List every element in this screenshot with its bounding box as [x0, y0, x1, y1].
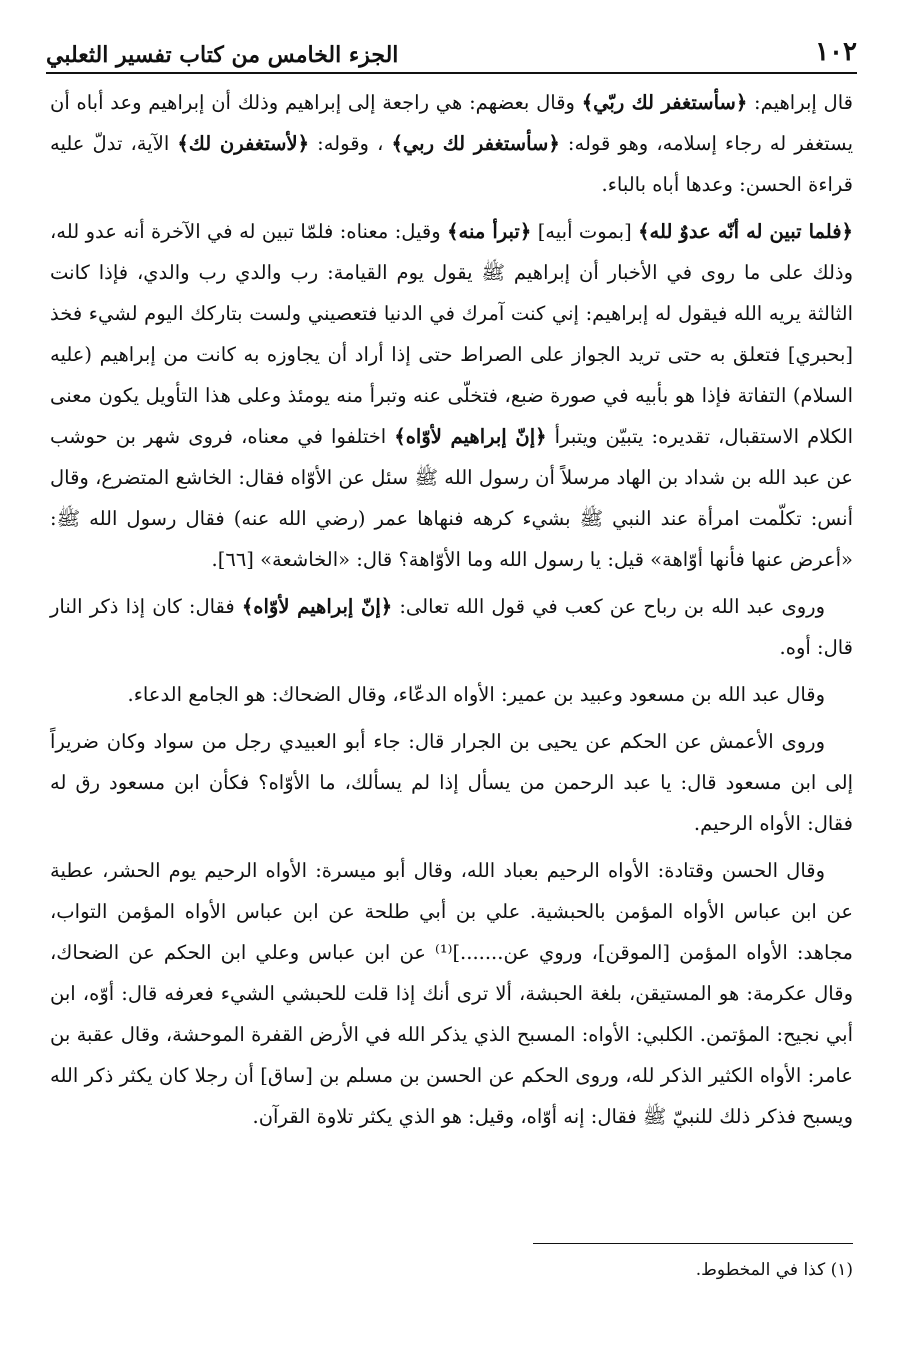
paragraph: [50, 211, 853, 580]
footnote-divider: [533, 1243, 853, 1244]
paragraph: [50, 674, 853, 715]
running-title: الجزء الخامس من كتاب تفسير الثعلبي: [46, 41, 399, 68]
page-header: [46, 18, 857, 68]
page-number: ١٠٢: [815, 36, 857, 67]
text-segment: وروى عبد الله بن رباح عن كعب في قول الله تعالى:: [392, 595, 825, 618]
paragraph: [50, 586, 853, 668]
footnote: (١) كذا في المخطوط.: [695, 1260, 853, 1280]
text-segment: فقال: كان إذا ذكر النار قال: أوه.: [50, 595, 853, 659]
main-text: [50, 82, 853, 1143]
text-segment: [بموت أبيه]: [531, 220, 639, 243]
text-segment: وقال بعضهم: هي راجعة إلى إبراهيم وذلك أن إبراهيم وعد أباه أن يستغفر له رجاء إسلامه، وهو قوله:: [50, 91, 854, 155]
text-segment: اختلفوا في معناه، فروى شهر بن حوشب عن عبد الله بن شداد بن الهاد مرسلاً أن رسول الله ﷺ سئل عن الأوّاه فقال: الخاشع المتضرع، وقال أنس: تكلّمت امرأة عند النبي ﷺ بشيء كرهه فنهاها عمر (رضي الله عنه) فقال رسول الله ﷺ: «أعرض عنها فأنها أوّاهة» قيل: يا رسول الله وما الأوّاهة؟ قال: «الخاشعة» [٦٦].: [50, 425, 853, 571]
quran-quote: ﴿سأستغفر لك ربي﴾: [391, 132, 560, 155]
quran-quote: ﴿تبرأ منه﴾: [447, 220, 532, 243]
header-divider: [46, 72, 857, 74]
text-segment: وقال الحسن وقتادة: الأواه الرحيم بعباد الله، وقال أبو ميسرة: الأواه الرحيم يوم الحشر، عطية عن ابن عباس الأواه المؤمن بالحبشية. علي بن أبي طلحة عن ابن عباس الأواه المؤمن التواب، مجاهد: الأواه المؤمن [الموقن]، وروي عن.......]⁽¹⁾ عن ابن عباس وعلي ابن الحكم عن الضحاك، وقال عكرمة: هو المستيقن، بلغة الحبشة، ألا ترى أنك إذا قلت للحبشي الشيء فعرفه قال: أوّه، ابن أبي نجيح: المؤتمن. الكلبي: الأواه: المسبح الذي يذكر الله في الأرض القفرة الموحشة، وقال عقبة بن عامر: الأواه الكثير الذكر لله، وروى الحكم عن الحسن بن مسلم بن [ساق] أن رجلا كان يكثر ذكر الله ويسبح فذكر ذلك للنبيّ ﷺ فقال: إنه أوّاه، وقيل: هو الذي يكثر تلاوة القرآن.: [50, 859, 853, 1128]
text-segment: الآية، تدلّ عليه قراءة الحسن: وعدها أباه بالباء.: [50, 132, 853, 196]
quran-quote: ﴿إنّ إبراهيم لأوّاه﴾: [394, 425, 547, 448]
quran-quote: ﴿إنّ إبراهيم لأوّاه﴾: [241, 595, 393, 618]
quran-quote: ﴿سأستغفر لك ربّي﴾: [581, 91, 748, 114]
text-segment: وقيل: معناه: فلمّا تبين له في الآخرة أنه عدو لله، وذلك على ما روى في الأخبار أن إبراهيم ﷺ يقول يوم القيامة: رب والدي رب والدي، فإذا كانت الثالثة يريه الله فيقول له إبراهيم: إني كنت آمرك في الدنيا فتعصيني ولست بتاركك اليوم لشيء فخذ [بحبري] فتعلق به حتى تريد الجواز على الصراط حتى إذا أراد أن يجاوزه به كانت من إبراهيم (عليه السلام) التفاتة فإذا هو بأبيه في صورة ضبع، فتخلّى عنه وتبرأ منه يومئذ وعلى هذا التأويل يكون معنى الكلام الاستقبال، تقديره: يتبيّن ويتبرأ: [50, 220, 853, 448]
paragraph: [50, 721, 853, 844]
text-segment: وقال عبد الله بن مسعود وعبيد بن عمير: الأواه الدعّاء، وقال الضحاك: هو الجامع الدعاء.: [127, 683, 825, 706]
quran-quote: ﴿فلما تبين له أنّه عدوٌ لله﴾: [638, 220, 853, 243]
text-segment: وروى الأعمش عن الحكم عن يحيى بن الجرار قال: جاء أبو العبيدي رجل من سواد وكان ضريراً إلى ابن مسعود قال: يا عبد الرحمن من يسأل إذا لم يسألك، ما الأوّاه؟ فكأن ابن مسعود رق له فقال: الأواه الرحيم.: [50, 730, 853, 835]
text-segment: قال إبراهيم:: [747, 91, 853, 114]
paragraph: [50, 82, 853, 205]
text-segment: ، وقوله:: [309, 132, 392, 155]
quran-quote: ﴿لأستغفرن لك﴾: [177, 132, 310, 155]
paragraph: [50, 850, 853, 1137]
